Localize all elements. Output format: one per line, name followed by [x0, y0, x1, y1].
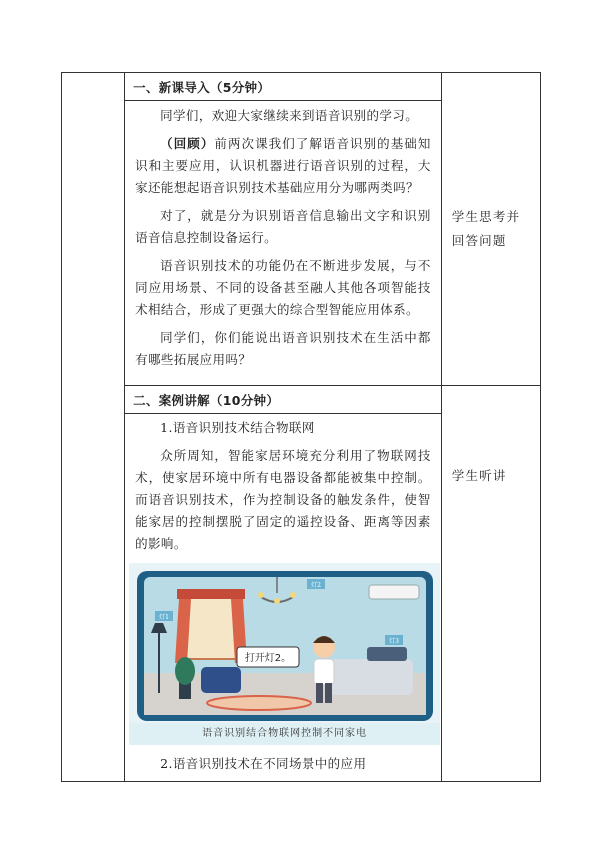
section2-title-text: 二、案例讲解（10分钟） — [133, 393, 280, 408]
section1-p4: 语音识别技术的功能仍在不断进步发展，与不同应用场景、不同的设备甚至融人其他各项智能技术相结合，形成了更强大的综合型智能应用体系。 — [135, 258, 431, 317]
sofa — [329, 659, 413, 695]
table-row — [62, 73, 541, 386]
lamp3-label: 灯3 — [389, 638, 400, 645]
figure-caption: 语音识别结合物联网控制不同家电 — [129, 723, 440, 745]
iot-illustration — [129, 563, 440, 745]
armchair — [201, 667, 241, 693]
sofa-cushion — [367, 647, 407, 661]
section1-p5: 同学们，你们能说出语音识别技术在生活中都有哪些拓展应用吗？ — [135, 330, 431, 367]
window — [184, 595, 238, 659]
boy-leg — [325, 683, 332, 703]
divider — [125, 413, 441, 414]
section2-sub2: 2.语音识别技术在不同场景中的应用 — [160, 756, 367, 771]
smart-home-scene — [129, 563, 440, 745]
section1-p2-text: 前两次课我们了解语音识别的基础知识和主要应用，认识机器进行语音识别的过程，大家还能想起语音识别技术基础应用分为哪两类吗？ — [135, 136, 431, 195]
boy-shirt — [314, 659, 334, 685]
air-conditioner — [369, 585, 419, 599]
section1-p1: 同学们，欢迎大家继续来到语音识别的学习。 — [160, 108, 419, 123]
divider — [125, 100, 441, 101]
speech-text: 打开灯2。 — [244, 653, 292, 664]
rug — [207, 696, 311, 710]
section2-p1: 众所周知，智能家居环境充分利用了物联网技术，使家居环境中所有电器设备都能被集中控制。而语音识别技术，作为控制设备的触发条件，使智能家居的控制摆脱了固定的遥控设备、距离等因素的影响。 — [135, 448, 431, 551]
table-row — [62, 386, 541, 782]
section2-sub1: 1.语音识别技术结合物联网 — [160, 420, 315, 435]
section1-p2 — [125, 133, 441, 199]
section1-title — [125, 73, 441, 100]
left-empty-cell — [62, 73, 125, 782]
section2-side-cell — [441, 386, 540, 782]
chandelier-bulb — [258, 592, 264, 598]
section2-title — [125, 386, 441, 413]
review-label: （回顾） — [160, 136, 215, 151]
section1-title-text: 一、新课导入（5分钟） — [133, 80, 271, 95]
section1-side-text: 学生思考并回答问题 — [451, 209, 521, 248]
section1-side-cell — [441, 73, 540, 386]
curtain-valance — [177, 589, 245, 599]
lamp2-label: 灯2 — [311, 582, 322, 589]
boy-leg — [316, 683, 323, 703]
section1-cell — [125, 73, 442, 386]
plant — [175, 657, 195, 685]
section1-p3: 对了，就是分为识别语音信息输出文字和识别语音信息控制设备运行。 — [135, 208, 431, 245]
chandelier-bulb — [290, 592, 296, 598]
lesson-table — [61, 72, 541, 782]
section2-side-text: 学生听讲 — [451, 467, 507, 483]
lamp1-label: 灯1 — [159, 614, 170, 621]
chandelier-bulb — [274, 598, 280, 604]
section2-cell — [125, 386, 442, 782]
